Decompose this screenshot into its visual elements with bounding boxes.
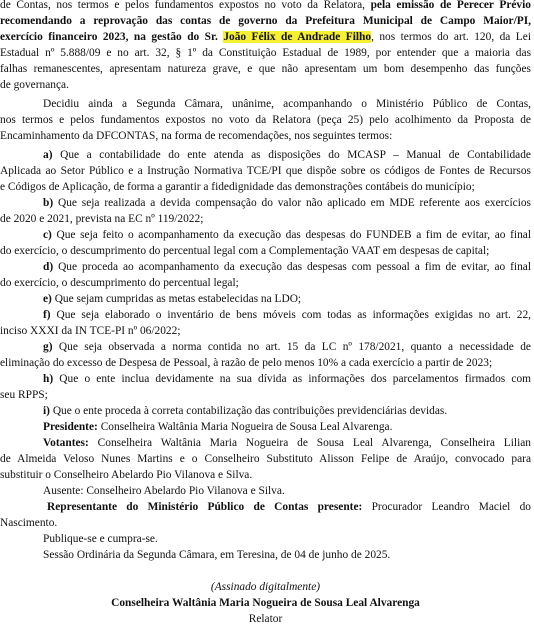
paragraph-line bbox=[0, 29, 531, 45]
text-segment: eliminação do excesso de Despesa de Pessoal, à razão de pelo menos 10% a cada exercício a partir de 2023; bbox=[0, 357, 493, 369]
signature-name bbox=[0, 595, 531, 611]
signature-note bbox=[0, 579, 531, 595]
text-segment: de Contas, nos termos e pelos fundamentos expostos no voto da Relatora, bbox=[0, 0, 371, 11]
paragraph-line bbox=[0, 77, 531, 93]
text-segment: inciso XXXI da IN TCE-PI nº 06/2022; bbox=[0, 325, 181, 337]
paragraph-line bbox=[0, 112, 531, 128]
bold-text: pela emissão de Perecer Prévio bbox=[370, 0, 531, 11]
text-segment: Procurador Leandro Maciel do bbox=[362, 501, 531, 513]
text-segment: Estadual nº 5.888/09 e no art. 32, § 1º da Constituição Estadual de 1989, por entender que a maioria das bbox=[0, 47, 531, 59]
paragraph-line bbox=[0, 163, 531, 179]
item-label: c) bbox=[43, 229, 52, 241]
paragraph-line bbox=[0, 451, 531, 467]
text-segment: Que seja feito o acompanhamento da execução das despesas do FUNDEB a fim de evitar, ao final bbox=[51, 229, 531, 241]
list-item-i bbox=[0, 403, 531, 419]
paragraph-line bbox=[0, 13, 531, 29]
highlighted-name: João Félix de Andrade Filho bbox=[223, 31, 372, 43]
text-segment: Que o ente inclua devidamente na sua dívida as informações dos parcelamentos firmados com bbox=[53, 373, 531, 385]
text-segment: Que seja elaborado o inventário de bens móveis com todas as informações exigidas no art. 22, bbox=[50, 309, 531, 321]
votantes-line bbox=[0, 435, 531, 451]
list-item-h bbox=[0, 371, 531, 387]
text-segment: falhas remanescentes, apresentam natureza grave, e que não apresentam um bom desempenho das funções bbox=[0, 63, 531, 75]
list-item-g bbox=[0, 339, 531, 355]
paragraph-line bbox=[0, 211, 531, 227]
paragraph-line bbox=[0, 61, 531, 77]
paragraph-line bbox=[0, 323, 531, 339]
text-segment: do exercício, o descumprimento do percentual legal; bbox=[0, 277, 239, 289]
text-segment: Encaminhamento da DFCONTAS, na forma de recomendações, nos seguintes termos: bbox=[0, 130, 393, 142]
list-item-a bbox=[0, 147, 531, 163]
text-segment: Que seja realizada a devida compensação do valor não aplicado em MDE referente aos exercícios bbox=[53, 197, 531, 209]
sessao-line bbox=[0, 547, 531, 563]
item-label: b) bbox=[43, 197, 54, 209]
text-segment: Que proceda ao acompanhamento da execução das despesas com pessoal a fim de evitar, ao final bbox=[53, 261, 531, 273]
paragraph-line bbox=[0, 179, 531, 195]
item-label: d) bbox=[43, 261, 54, 273]
paragraph-line bbox=[0, 0, 531, 13]
paragraph-line bbox=[0, 387, 531, 403]
text-segment: Que seja observada a norma contida no art. 15 da LC nº 178/2021, quanto a necessidade de bbox=[52, 341, 531, 353]
text-segment: substituir o Conselheiro Abelardo Pio Vilanova e Silva. bbox=[0, 469, 253, 481]
bold-text: exercício financeiro 2023, na gestão do Sr. bbox=[0, 31, 224, 43]
list-item-e bbox=[0, 291, 531, 307]
list-item-d bbox=[0, 259, 531, 275]
ausente-line bbox=[0, 483, 531, 499]
paragraph-line bbox=[0, 275, 531, 291]
bold-label: Representante do Ministério Público de Contas presente: bbox=[47, 501, 363, 513]
text-segment: Relator bbox=[248, 613, 283, 625]
signature-role bbox=[0, 611, 531, 627]
item-label: h) bbox=[43, 373, 54, 385]
bold-label: Presidente: bbox=[43, 421, 98, 433]
text-segment: Decidiu ainda a Segunda Câmara, unânime, acompanhando o Ministério Público de Contas, bbox=[43, 98, 531, 110]
text-segment: Conselheira Waltânia Maria Nogueira de Sousa Leal Alvarenga, Conselheira Lilian bbox=[88, 437, 531, 449]
text-segment: Que sejam cumpridas as metas estabelecidas na LDO; bbox=[51, 293, 302, 305]
text-segment: Aplicada ao Setor Público e a Instrução Normativa TCE/PI que dispõe sobre os códigos de Fontes de Recursos bbox=[0, 165, 531, 177]
list-item-f bbox=[0, 307, 531, 323]
text-segment: de 2020 e 2021, prevista na EC nº 119/2022; bbox=[0, 213, 204, 225]
paragraph-line bbox=[0, 96, 531, 112]
item-label: g) bbox=[43, 341, 53, 353]
paragraph-line bbox=[0, 515, 531, 531]
item-label: i) bbox=[43, 405, 50, 417]
publique-line bbox=[0, 531, 531, 547]
paragraph-line bbox=[0, 355, 531, 371]
presidente-line bbox=[0, 419, 531, 435]
text-segment: Conselheira Waltânia Maria Nogueira de Sousa Leal Alvarenga. bbox=[97, 421, 393, 433]
text-segment: Sessão Ordinária da Segunda Câmara, em Teresina, de 04 de junho de 2025. bbox=[43, 549, 391, 561]
item-label: e) bbox=[43, 293, 52, 305]
paragraph-line bbox=[0, 467, 531, 483]
text-segment: Nascimento. bbox=[0, 517, 58, 529]
paragraph-line bbox=[0, 243, 531, 259]
text-segment: e Códigos de Aplicação, de forma a garantir a fidedignidade das demonstrações contábeis do município; bbox=[0, 181, 475, 193]
text-segment: seu RPPS; bbox=[0, 389, 48, 401]
paragraph-line bbox=[0, 128, 531, 144]
list-item-c bbox=[0, 227, 531, 243]
text-segment: Publique-se e cumpra-se. bbox=[43, 533, 158, 545]
list-item-b bbox=[0, 195, 531, 211]
item-label: f) bbox=[43, 309, 51, 321]
paragraph-line bbox=[0, 45, 531, 61]
bold-label: Votantes: bbox=[43, 437, 89, 449]
item-label: a) bbox=[43, 149, 53, 161]
text-segment: (Assinado digitalmente) bbox=[210, 581, 321, 593]
text-segment: de governança. bbox=[0, 79, 69, 91]
text-segment: Ausente: Conselheiro Abelardo Pio Vilanova e Silva. bbox=[43, 485, 285, 497]
bold-text: recomendando a reprovação das contas de governo da Prefeitura Municipal de Campo Maior/PI, bbox=[0, 15, 531, 27]
mp-line bbox=[0, 499, 531, 515]
text-segment: , nos termos do art. 120, da Lei bbox=[371, 31, 531, 43]
text-segment: de Almeida Veloso Nunes Martins e o Conselheiro Substituto Alisson Felipe de Araújo, convocado para bbox=[0, 453, 531, 465]
bold-text: Conselheira Waltânia Maria Nogueira de Sousa Leal Alvarenga bbox=[111, 597, 420, 609]
text-segment: nos termos e pelos fundamentos expostos no voto da Relatora (peça 25) pelo acolhimento da Proposta de bbox=[0, 114, 531, 126]
text-segment: Que o ente proceda à correta contabilização das contribuições previdenciárias devidas. bbox=[49, 405, 448, 417]
text-segment: do exercício, o descumprimento do percentual legal com a Complementação VAAT em despesas de capital; bbox=[0, 245, 490, 257]
text-segment: Que a contabilidade do ente atenda as disposições do MCASP – Manual de Contabilidade bbox=[52, 149, 531, 161]
